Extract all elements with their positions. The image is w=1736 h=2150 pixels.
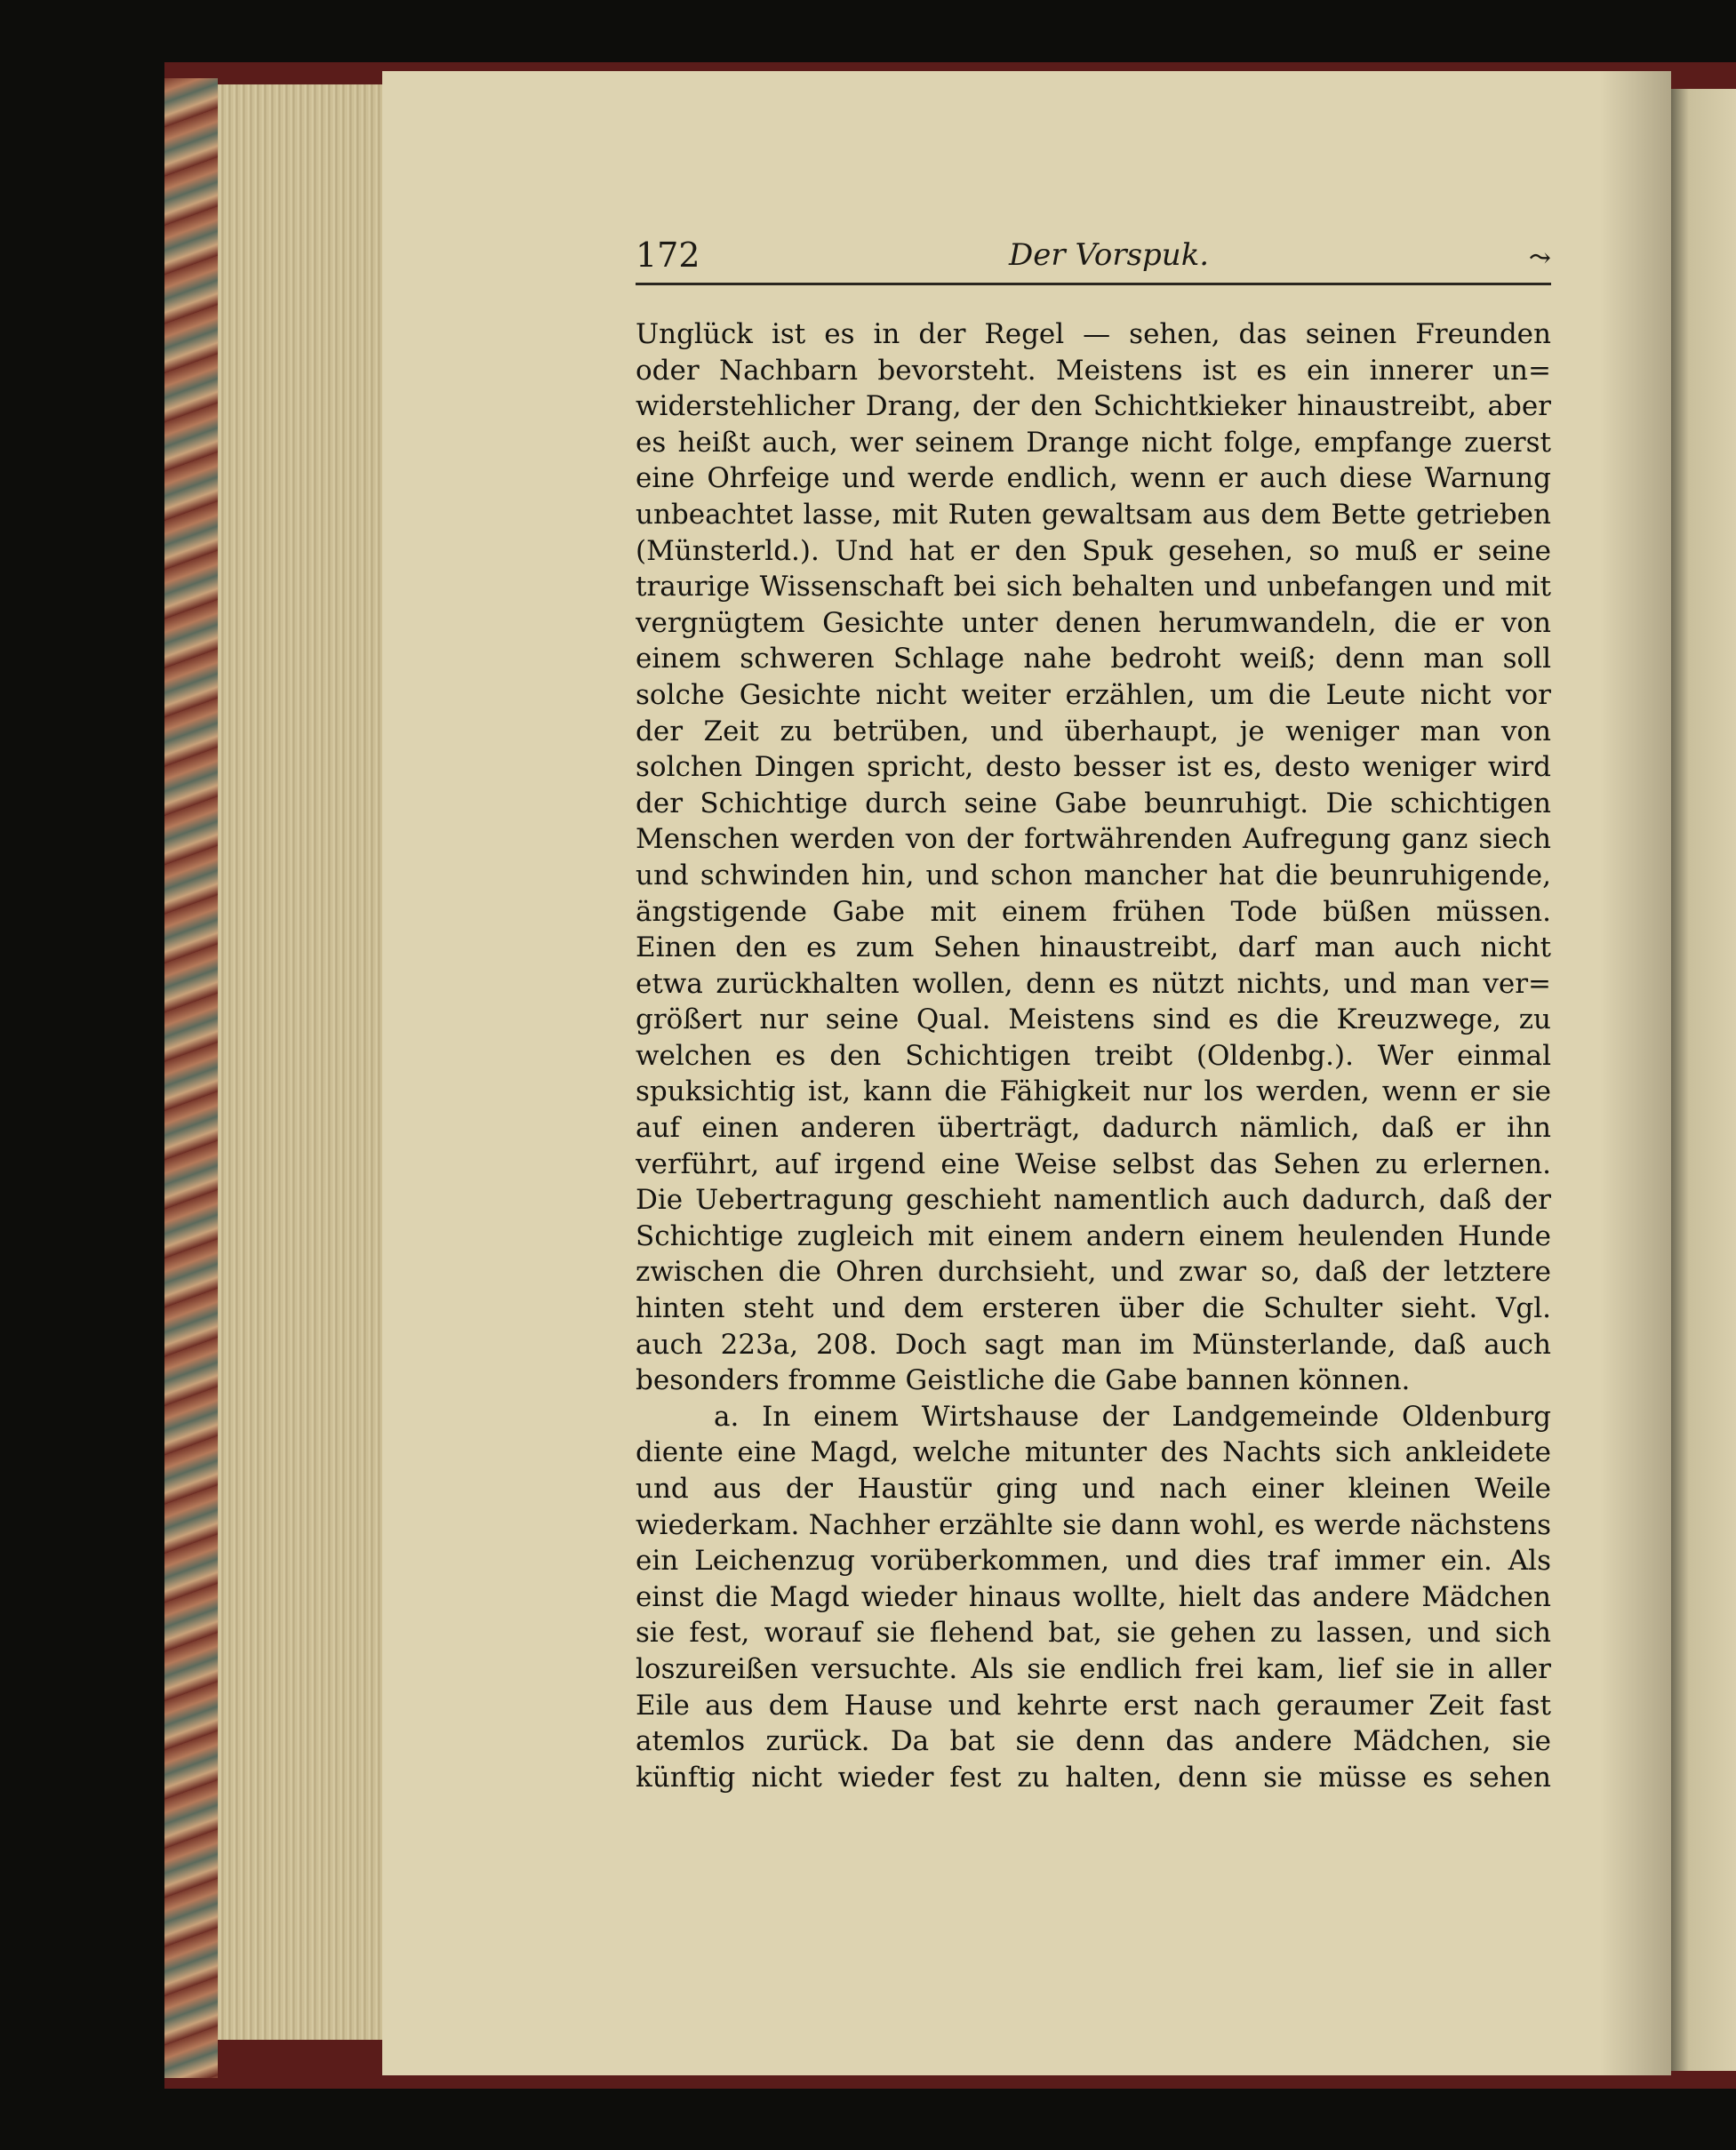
text-line: Eile aus dem Hause und kehrte erst nach geraumer Zeit fast: [636, 1689, 1551, 1722]
gutter-shadow: [1600, 71, 1671, 2075]
text-line: auch 223a, 208. Doch sagt man im Münsterlande, daß auch: [636, 1328, 1551, 1361]
text-line: ängstigende Gabe mit einem frühen Tode büßen müssen.: [636, 895, 1551, 928]
text-line: und schwinden hin, und schon mancher hat die beunruhigende,: [636, 859, 1551, 891]
text-line: a. In einem Wirtshause der Landgemeinde Oldenburg: [714, 1400, 1551, 1433]
text-line: zwischen die Ohren durchsieht, und zwar so, daß der letztere: [636, 1256, 1551, 1289]
page-header: [636, 236, 1551, 282]
text-line: traurige Wissenschaft bei sich behalten und unbefangen und mit: [636, 571, 1551, 603]
marbled-edge: [164, 78, 218, 2078]
text-line: einst die Magd wieder hinaus wollte, hielt das andere Mädchen: [636, 1580, 1551, 1613]
running-title: Der Vorspuk.: [1009, 237, 1210, 273]
text-line: vergnügtem Gesichte unter denen herumwandeln, die er von: [636, 606, 1551, 639]
text-line: solchen Dingen spricht, desto besser ist es, desto weniger wird: [636, 751, 1551, 784]
text-line: künftig nicht wieder fest zu halten, denn sie müsse es sehen: [636, 1761, 1551, 1794]
text-line: atemlos zurück. Da bat sie denn das andere Mädchen, sie: [636, 1725, 1551, 1758]
text-line: Menschen werden von der fortwährenden Aufregung ganz siech: [636, 823, 1551, 856]
ornament-icon: ⤳: [1528, 243, 1551, 274]
text-line: größert nur seine Qual. Meistens sind es die Kreuzwege, zu: [636, 1003, 1551, 1036]
page-stack-edge: [218, 84, 387, 2040]
text-line: Schichtige zugleich mit einem andern einem heulenden Hunde: [636, 1219, 1551, 1252]
text-line: der Zeit zu betrüben, und überhaupt, je weniger man von: [636, 715, 1551, 747]
text-line: hinten steht und dem ersteren über die Schulter sieht. Vgl.: [636, 1292, 1551, 1325]
text-line: sie fest, worauf sie flehend bat, sie gehen zu lassen, und sich: [636, 1617, 1551, 1650]
text-line: widerstehlicher Drang, der den Schichtkieker hinaustreibt, aber: [636, 390, 1551, 423]
text-line: und aus der Haustür ging und nach einer kleinen Weile: [636, 1473, 1551, 1505]
text-line: Unglück ist es in der Regel — sehen, das seinen Freunden: [636, 318, 1551, 350]
text-line: Einen den es zum Sehen hinaustreibt, darf man auch nicht: [636, 931, 1551, 964]
body-text: [636, 316, 1551, 1795]
text-line: unbeachtet lasse, mit Ruten gewaltsam aus dem Bette getrieben: [636, 498, 1551, 531]
text-line: eine Ohrfeige und werde endlich, wenn er auch diese Warnung: [636, 462, 1551, 495]
text-line: der Schichtige durch seine Gabe beunruhigt. Die schichtigen: [636, 787, 1551, 819]
text-line: wiederkam. Nachher erzählte sie dann wohl, es werde nächstens: [636, 1508, 1551, 1541]
page-number: 172: [636, 236, 700, 275]
text-line: oder Nachbarn bevorsteht. Meistens ist es ein innerer un=: [636, 354, 1551, 387]
text-line: besonders fromme Geistliche die Gabe bannen können.: [636, 1364, 1411, 1397]
text-line: verführt, auf irgend eine Weise selbst das Sehen zu erlernen.: [636, 1147, 1551, 1180]
text-line: loszureißen versuchte. Als sie endlich frei kam, lief sie in aller: [636, 1652, 1551, 1685]
text-line: es heißt auch, wer seinem Drange nicht folge, empfange zuerst: [636, 426, 1551, 459]
text-line: einem schweren Schlage nahe bedroht weiß; denn man soll: [636, 643, 1551, 675]
text-line: welchen es den Schichtigen treibt (Oldenbg.). Wer einmal: [636, 1039, 1551, 1072]
text-line: diente eine Magd, welche mitunter des Nachts sich ankleidete: [636, 1436, 1551, 1469]
text-line: solche Gesichte nicht weiter erzählen, um die Leute nicht vor: [636, 678, 1551, 711]
text-line: etwa zurückhalten wollen, denn es nützt nichts, und man ver=: [636, 967, 1551, 1000]
header-rule: [636, 283, 1551, 285]
text-line: auf einen anderen überträgt, dadurch nämlich, daß er ihn: [636, 1112, 1551, 1145]
text-line: (Münsterld.). Und hat er den Spuk gesehen, so muß er seine: [636, 534, 1551, 567]
facing-page-edge: [1671, 89, 1736, 2071]
text-line: ein Leichenzug vorüberkommen, und dies traf immer ein. Als: [636, 1545, 1551, 1578]
text-line: Die Uebertragung geschieht namentlich auch dadurch, daß der: [636, 1184, 1551, 1217]
text-line: spuksichtig ist, kann die Fähigkeit nur los werden, wenn er sie: [636, 1075, 1551, 1108]
